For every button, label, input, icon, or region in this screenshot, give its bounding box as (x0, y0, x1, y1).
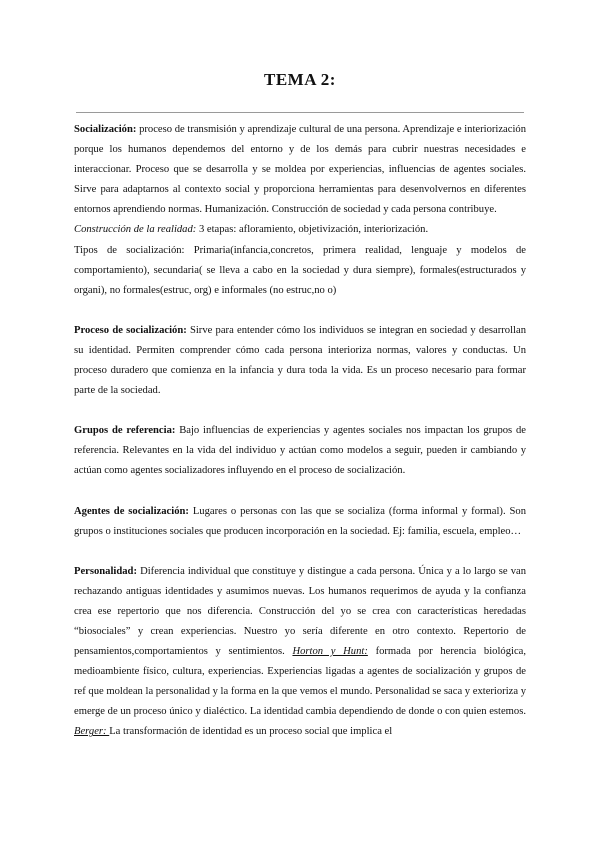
paragraph-agentes (74, 502, 526, 542)
title-divider (76, 112, 524, 113)
text-tipos: Tipos de socialización: Primaria(infancia,concretos, primera realidad, lenguaje y modelos de comportamiento), secundaria( se lleva a cabo en la sociedad y dura siempre), formales(estructurados y organi), no formales(estruc, org) e informales (no estruc,no o) (74, 244, 526, 296)
paragraph-tipos (74, 241, 526, 301)
ref-horton-hunt: Horton y Hunt: (292, 646, 368, 658)
ref-berger: Berger: (74, 726, 110, 738)
text-personalidad-3: La transformación de identidad es un proceso social que implica el (109, 726, 393, 738)
text-personalidad-2: formada por herencia biológica, medioambiente físico, cultura, experiencias. Experiencias ligadas a agentes de socialización y grupos de ref que moldean la personalidad y la forma en la que vemos el mundo. Personalidad se saca y exterioriza y emerge de un proceso único y dialéctico. La identidad cambia dependiendo de donde o con quien estemos. (74, 646, 527, 718)
text-agentes: Lugares o personas con las que se socializa (forma informal y formal). Son grupos o instituciones sociales que producen incorporación en la sociedad. Ej: familia, escuela, empleo… (74, 505, 526, 537)
document-title: TEMA 2: (264, 70, 336, 89)
paragraph-grupos (74, 421, 526, 481)
text-construccion: 3 etapas: afloramiento, objetivización, interiorización. (196, 224, 429, 236)
term-proceso: Proceso de socialización: (74, 324, 187, 336)
text-grupos: Bajo influencias de experiencias y agentes sociales nos impactan los grupos de referencia. Relevantes en la vida del individuo y actúan como modelos a seguir, pueden ir cambiando y actúan como agentes socializadores influyendo en el proceso de socialización. (74, 425, 526, 477)
term-construccion: Construcción de la realidad: (74, 224, 197, 236)
term-personalidad: Personalidad: (74, 565, 137, 577)
text-personalidad-1: Diferencia individual que constituye y distingue a cada persona. Única y a lo largo se van rechazando antiguas identidades y asumimos nuevas. Los humanos requerimos de ayuda y la confianza crea ese repertorio que nos diferencia. Construcción del yo se crea con características heredadas “biosociales” y crean experiencias. Nuestro yo sería diferente en otro contexto. Repertorio de pensamientos,comportamientos y sentimientos. (74, 565, 526, 658)
paragraph-construccion (74, 220, 526, 240)
document-body (74, 120, 526, 743)
text-proceso: Sirve para entender cómo los individuos se integran en sociedad y desarrollan su identidad. Permiten comprender cómo cada persona interioriza normas, valores y conductas. Un proceso duradero que comienza en la infancia y dura toda la vida. Es un proceso necesario para formar parte de la sociedad. (74, 324, 526, 397)
paragraph-socializacion (74, 120, 526, 220)
term-socializacion: Socialización: (74, 124, 137, 135)
paragraph-proceso (74, 321, 526, 401)
paragraph-personalidad (74, 562, 526, 743)
term-grupos: Grupos de referencia: (74, 425, 176, 437)
term-agentes: Agentes de socialización: (74, 505, 189, 517)
text-socializacion: proceso de transmisión y aprendizaje cultural de una persona. Aprendizaje e interiorización porque los humanos dependemos del entorno y de los demás para cubrir nuestras necesidades e interaccionar. Proceso que se desarrolla y se moldea por experiencias, influencias de agentes sociales. Sirve para adaptarnos al contexto social y proporciona herramientas para desenvolvernos en diferentes entornos aprendiendo normas. Humanización. Construcción de sociedad y cada persona contribuye. (74, 124, 526, 216)
